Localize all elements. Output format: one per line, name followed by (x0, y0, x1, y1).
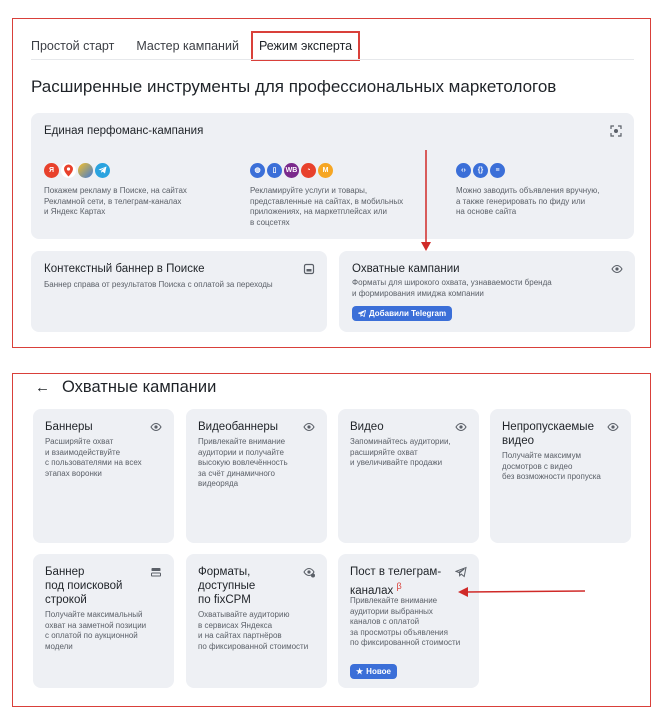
image-icon (303, 263, 315, 275)
format-card-search-banner[interactable] (33, 554, 174, 688)
focus-icon (610, 125, 622, 137)
market-icon: M (318, 163, 333, 178)
search-banner-card[interactable] (31, 251, 327, 332)
card-title: Видео (350, 421, 384, 433)
section-header (35, 378, 216, 397)
card-desc: Расширяйте охват и взаимодействуйте с пользователями на всех этапах воронки (45, 437, 142, 478)
eye-icon (611, 263, 623, 275)
card-title: Видеобаннеры (198, 421, 279, 433)
card-desc: Запоминайтесь аудитории, расширяйте охват и увеличивайте продажи (350, 437, 451, 467)
perf-column-manual (456, 161, 616, 218)
telegram-icon (95, 163, 110, 178)
perf-desc-2: Рекламируйте услуги и товары, представленные на сайтах, в мобильных приложениях, на маркетплейсах или в соцсетях (250, 186, 404, 227)
card-title: Баннеры (45, 421, 93, 433)
performance-campaign-card[interactable] (31, 113, 634, 239)
globe-icon: ◍ (250, 163, 265, 178)
tab-expert-mode[interactable]: Режим эксперта (251, 31, 360, 61)
top-screenshot-panel (12, 18, 651, 348)
format-card-telegram-post[interactable] (338, 554, 479, 688)
social-icon: ◔ (301, 163, 316, 178)
beta-badge: β (396, 581, 402, 591)
format-card-video-banners[interactable] (186, 409, 327, 543)
reach-campaigns-card[interactable] (339, 251, 635, 332)
channel-icons (250, 161, 410, 179)
card-title: Непропускаемые видео (502, 421, 594, 447)
star-icon: ★ (356, 667, 364, 676)
back-arrow-icon[interactable]: ← (35, 379, 50, 396)
card-title: Баннер под поисковой строкой (45, 566, 123, 606)
mobile-icon: ▯ (267, 163, 282, 178)
card-title: Пост в телеграм- каналах $^\beta$ (350, 566, 442, 597)
brackets-icon: {} (473, 163, 488, 178)
banner-layout-icon (150, 566, 162, 578)
perf-desc-1: Покажем рекламу в Поиске, на сайтах Рекламной сети, в телеграм-каналах и Яндекс Картах (44, 186, 187, 216)
card-title: Единая перфоманс-кампания (44, 125, 204, 137)
tabs-divider (31, 59, 634, 60)
telegram-icon (455, 566, 467, 578)
eye-icon (607, 421, 619, 433)
card-title: Контекстный баннер в Поиске (44, 263, 205, 275)
format-card-unskippable-video[interactable] (490, 409, 631, 543)
card-desc: Охватывайте аудиторию в сервисах Яндекса и на сайтах партнёров по фиксированной стоимости (198, 610, 309, 651)
card-desc: Привлекайте внимание аудитории выбранных каналов с оплатой за просмотры объявления по фиксированной стоимости (350, 596, 461, 647)
feature-icons (456, 161, 616, 179)
card-desc: Получайте максимальный охват на заметной позиции с оплатой по аукционной модели (45, 610, 147, 651)
network-icon (78, 163, 93, 178)
eye-icon (303, 421, 315, 433)
tab-campaign-wizard[interactable]: Мастер кампаний (136, 39, 239, 53)
format-card-fixcpm[interactable] (186, 554, 327, 688)
mode-tabs (31, 31, 360, 61)
page-title: Расширенные инструменты для профессиональных маркетологов (31, 77, 557, 96)
card-desc: Форматы для широкого охвата, узнаваемости бренда и формирования имиджа компании (352, 278, 552, 298)
tab-simple-start[interactable]: Простой старт (31, 39, 115, 53)
format-card-banners[interactable] (33, 409, 174, 543)
telegram-icon (358, 310, 366, 317)
telegram-added-badge: Добавили Telegram (352, 306, 452, 321)
eye-plus-icon (303, 566, 315, 578)
code-icon: ‹› (456, 163, 471, 178)
yandex-icon: Я (44, 163, 59, 178)
list-icon: ≡ (490, 163, 505, 178)
section-title: Охватные кампании (62, 378, 217, 396)
maps-pin-icon (61, 163, 76, 178)
perf-desc-3: Можно заводить объявления вручную, а также генерировать по фиду или на основе сайта (456, 186, 600, 216)
eye-icon (455, 421, 467, 433)
card-desc: Привлекайте внимание аудитории и получайте высокую вовлечённость за счёт динамичного видеоряда (198, 437, 288, 488)
eye-icon (150, 421, 162, 433)
card-title: Охватные кампании (352, 263, 460, 275)
perf-column-search (44, 161, 204, 218)
card-desc: Баннер справа от результатов Поиска с оплатой за переходы (44, 280, 273, 289)
card-desc: Получайте максимум досмотров с видео без возможности пропуска (502, 451, 601, 481)
perf-column-products (250, 161, 410, 228)
channel-icons (44, 161, 204, 179)
bottom-screenshot-panel (12, 373, 651, 707)
new-badge: ★ Новое (350, 664, 397, 679)
format-card-video[interactable] (338, 409, 479, 543)
card-title: Форматы, доступные по fixCPM (198, 566, 256, 606)
wildberries-icon: WB (284, 163, 299, 178)
